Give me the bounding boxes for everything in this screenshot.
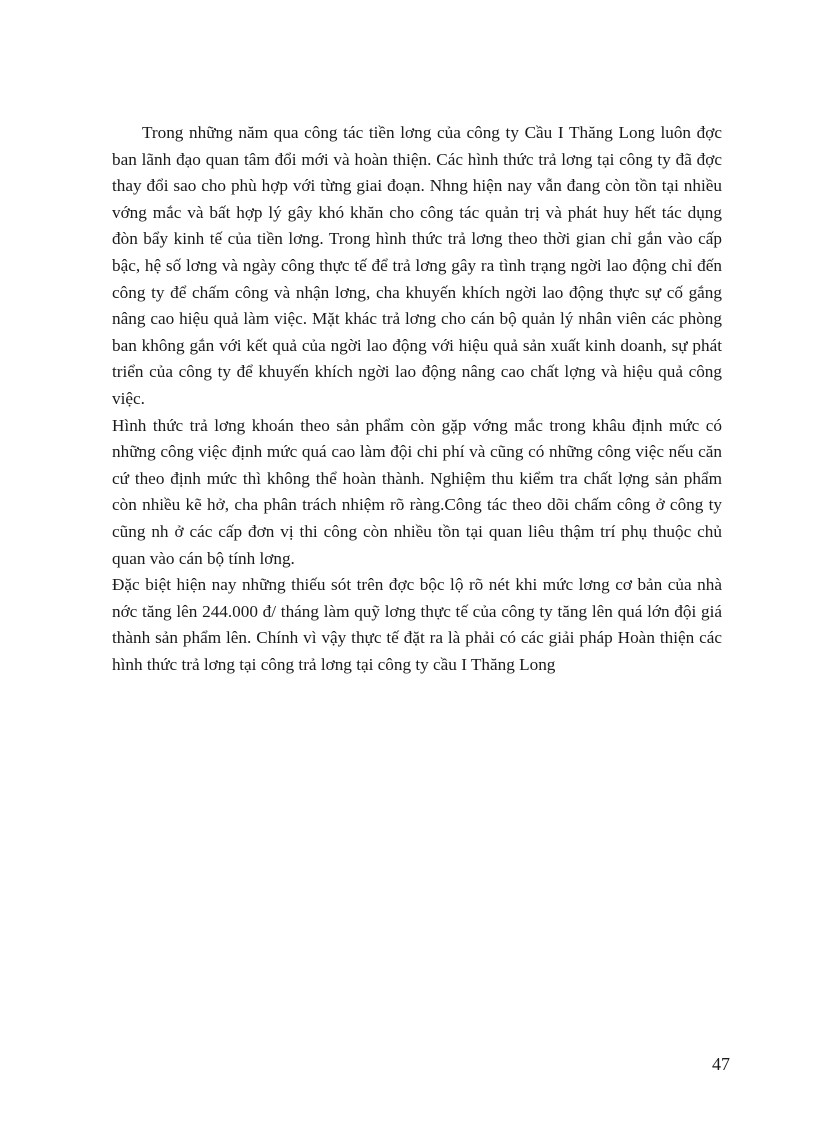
paragraph-base-wage-increase: Đặc biệt hiện nay những thiếu sót trên đợc bộc lộ rõ nét khi mức lơng cơ bản của nhà nớc tăng lên 244.000 đ/ tháng làm quỹ lơng thực tế của công ty tăng lên quá lớn đội giá thành sản phẩm lên. Chính vì vậy thực tế đặt ra là phải có các giải pháp Hoàn thiện các hình thức trả lơng tại công trả lơng tại công ty cầu I Thăng Long: [112, 575, 722, 674]
body-text: [112, 120, 722, 678]
paragraph-salary-overview: Trong những năm qua công tác tiền lơng của công ty Cầu I Thăng Long luôn đợc ban lãnh đạo quan tâm đổi mới và hoàn thiện. Các hình thức trả lơng tại công ty đã đợc thay đổi sao cho phù hợp với từng giai đoạn. Nhng hiện nay vẫn đang còn tồn tại nhiều vớng mắc và bất hợp lý gây khó khăn cho công tác quản trị và phát huy hết tác dụng đòn bẩy kinh tế của tiền lơng. Trong hình thức trả lơng theo thời gian chỉ gắn vào cấp bậc, hệ số lơng và ngày công thực tế để trả lơng gây ra tình trạng ngời lao động chỉ đến công ty để chấm công và nhận lơng, cha khuyến khích ngời lao động thực sự cố gắng nâng cao hiệu quả làm việc. Mặt khác trả lơng cho cán bộ quản lý nhân viên các phòng ban không gắn với kết quả của ngời lao động với hiệu quả sản xuất kinh doanh, sự phát triển của công ty để khuyến khích ngời lao động nâng cao chất lợng và hiệu quả công việc.: [112, 123, 722, 408]
paragraph-piece-rate-issues: Hình thức trả lơng khoán theo sản phẩm còn gặp vớng mắc trong khâu định mức có những công việc định mức quá cao làm đội chi phí và cũng có những công việc nếu căn cứ theo định mức thì không thể hoàn thành. Nghiệm thu kiểm tra chất lợng sản phẩm còn nhiều kẽ hở, cha phân trách nhiệm rõ ràng.Công tác theo dõi chấm công ở công ty cũng nh ở các cấp đơn vị thi công còn nhiều tồn tại quan liêu thậm trí phụ thuộc chủ quan vào cán bộ tính lơng.: [112, 415, 722, 568]
page-number: 47: [712, 1054, 730, 1074]
